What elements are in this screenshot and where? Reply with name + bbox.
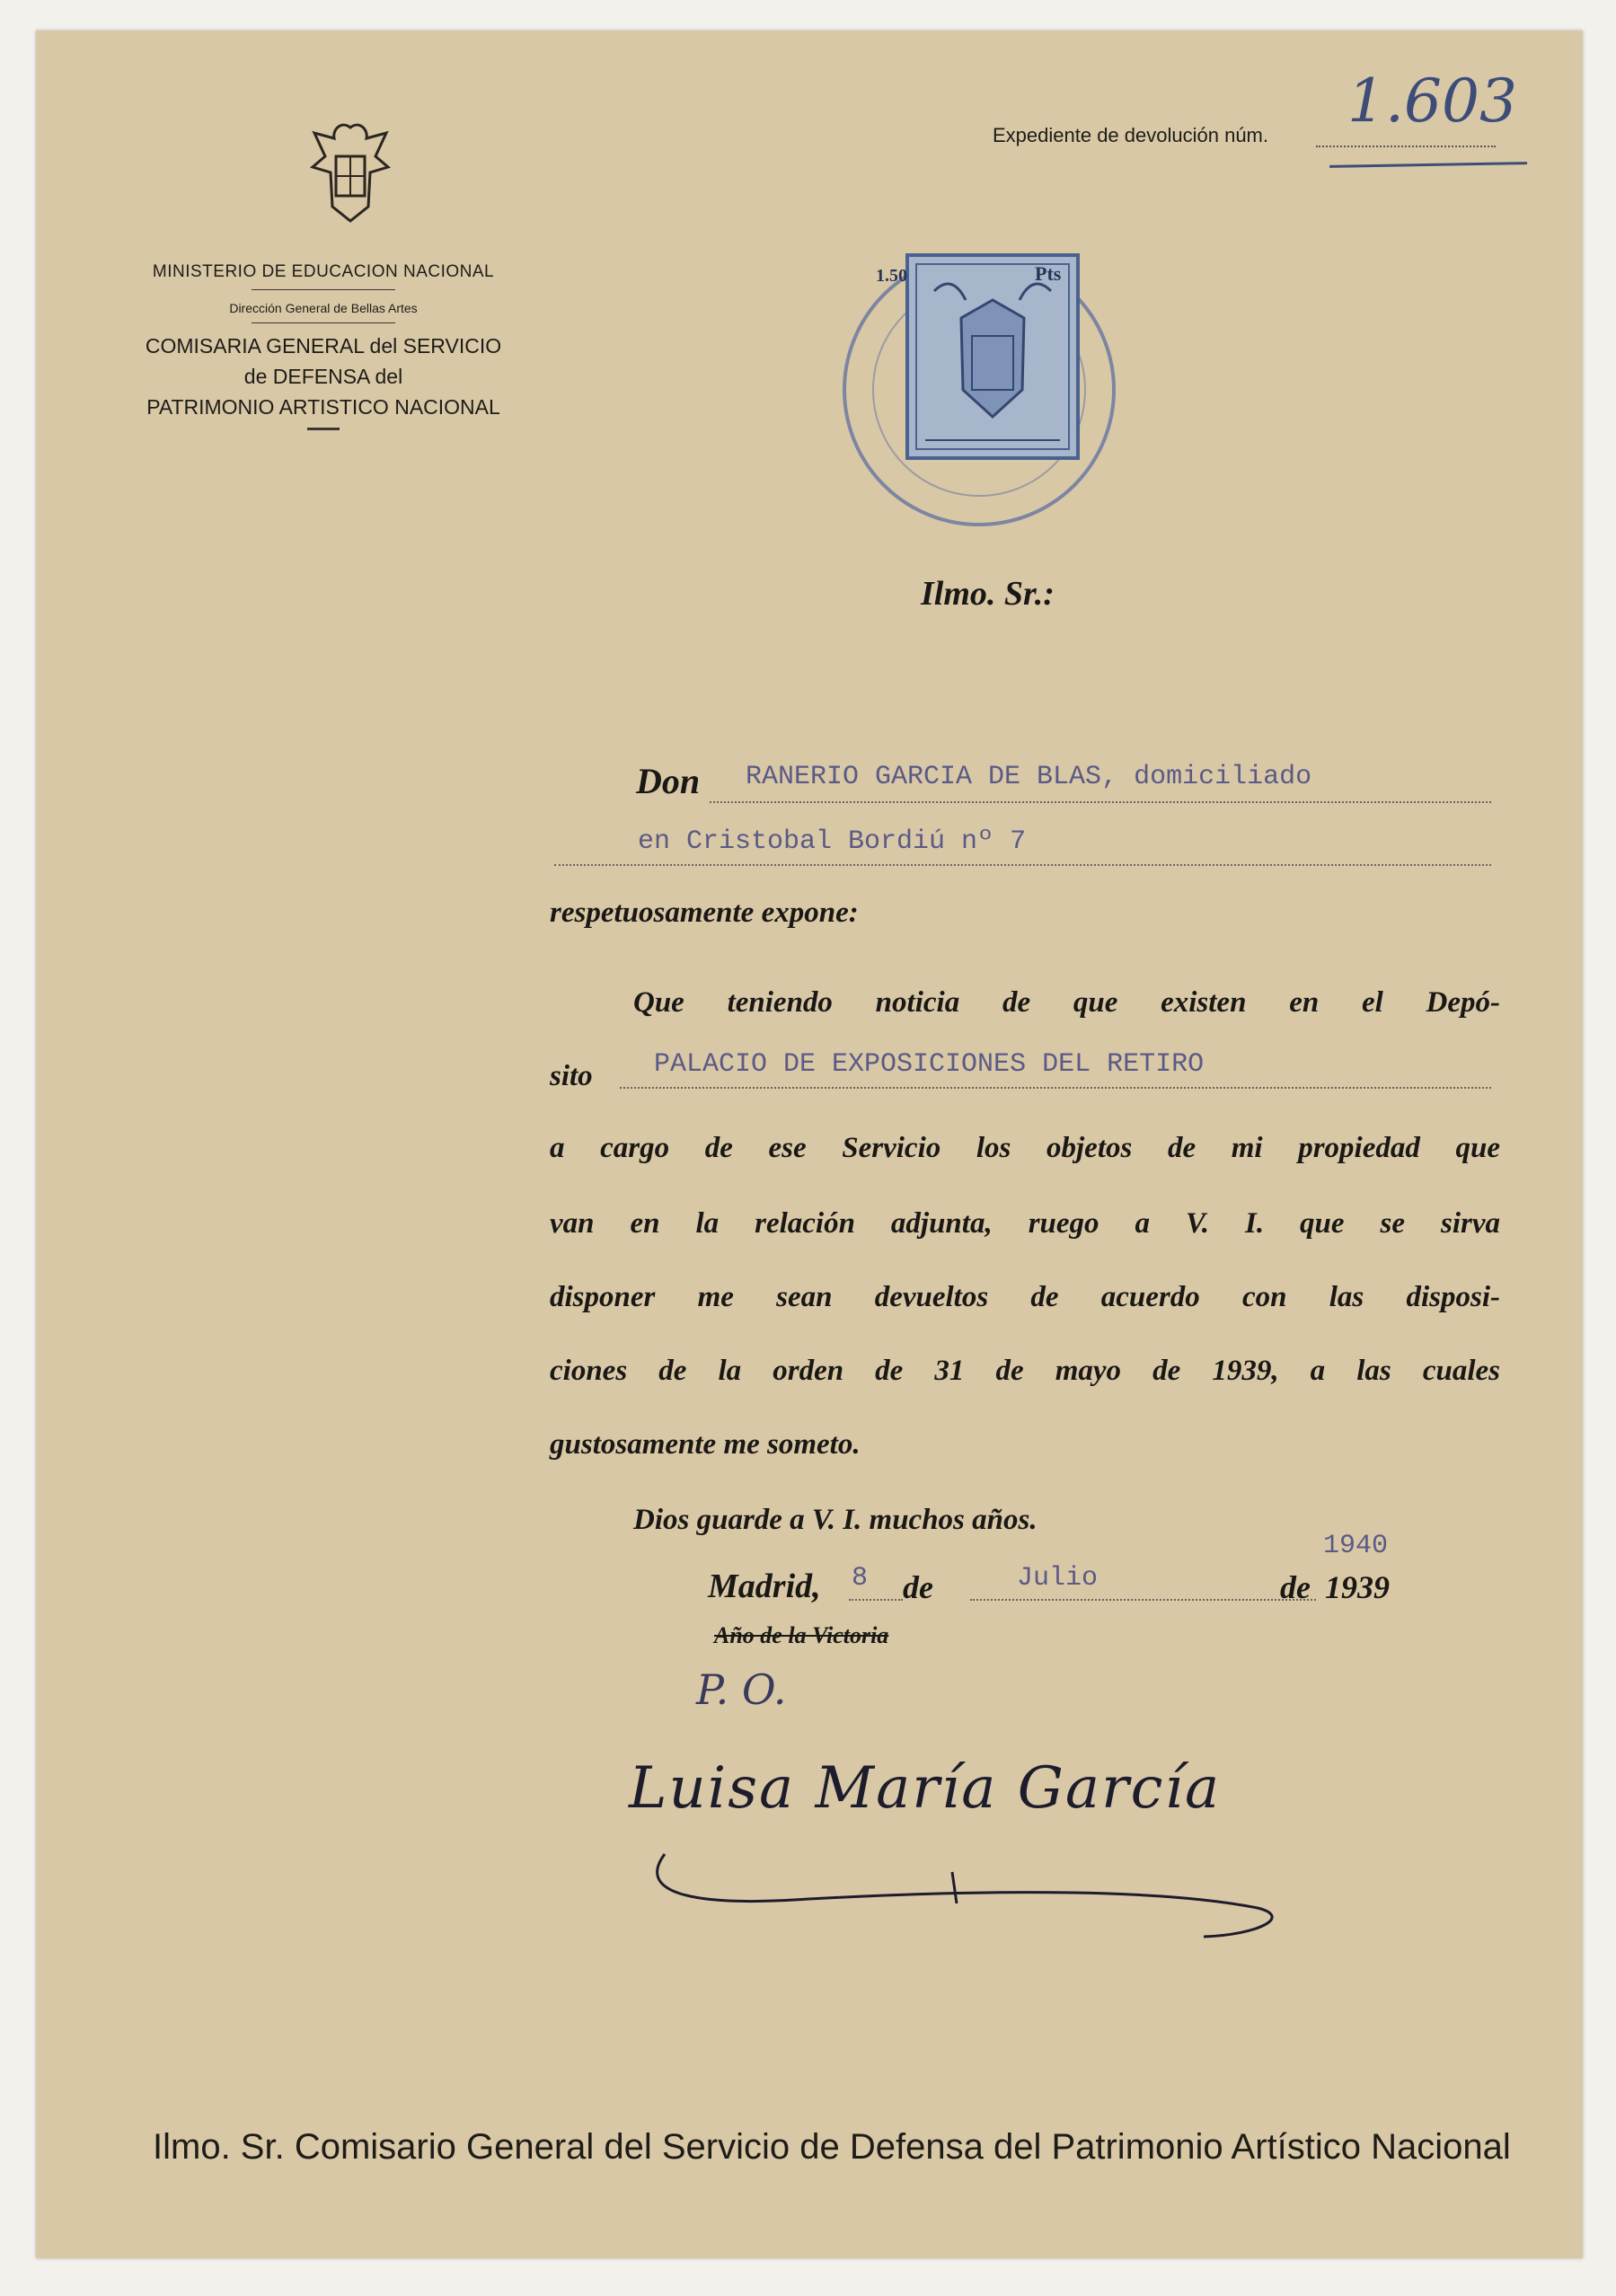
letterhead [135, 255, 512, 437]
salutation: Ilmo. Sr.: [921, 575, 1055, 613]
date-city: Madrid, [708, 1567, 821, 1605]
comisaria-line-3: PATRIMONIO ARTISTICO NACIONAL [146, 395, 500, 419]
expone-text: respetuosamente expone: [550, 896, 859, 929]
sito-prefix: sito [550, 1060, 593, 1092]
ministry-name: MINISTERIO DE EDUCACION NACIONAL [152, 262, 495, 281]
body-line-7: gustosamente me someto. [550, 1428, 861, 1461]
stamp-unit: Pts [1035, 262, 1062, 285]
stamp-value: 1.50 [876, 266, 907, 286]
petitioner-name: RANERIO GARCIA DE BLAS, domiciliado [746, 762, 1312, 792]
body-line-5: disponer me sean devueltos de acuerdo con las disposi- [550, 1281, 1500, 1313]
expediente-dotline [1316, 146, 1496, 147]
comisaria-line-1: COMISARIA GENERAL del SERVICIO [145, 334, 502, 358]
coat-of-arms-icon [305, 120, 395, 228]
document-page [36, 31, 1583, 2258]
direccion-general: Dirección General de Bellas Artes [229, 301, 418, 315]
petitioner-address: en Cristobal Bordiú nº 7 [638, 826, 1027, 857]
year-typed: 1940 [1323, 1531, 1389, 1561]
expediente-label: Expediente de devolución núm. [993, 124, 1268, 146]
footer-addressee: Ilmo. Sr. Comisario General del Servicio de Defensa del Patrimonio Artístico Nacional [153, 2127, 1511, 2167]
body-line-1: Que teniendo noticia de que existen en el Depó- [633, 986, 1500, 1019]
body-line-4: van en la relación adjunta, ruego a V. I. que se sirva [550, 1207, 1500, 1240]
signature-pv: P. O. [696, 1665, 787, 1714]
body-line-6: ciones de la orden de 31 de mayo de 1939, a las cuales [550, 1355, 1500, 1387]
closing-formula: Dios guarde a V. I. muchos años. [633, 1504, 1038, 1536]
revenue-stamp-icon [808, 237, 1150, 543]
body-line-3: a cargo de ese Servicio los objetos de mi propiedad que [550, 1132, 1500, 1164]
date-month: Julio [1017, 1563, 1099, 1594]
signature-name: Luisa María García [629, 1755, 1222, 1822]
date-de-1: de [903, 1569, 933, 1605]
date-de-2: de [1280, 1569, 1311, 1605]
expediente-number: 1.603 [1347, 66, 1517, 136]
comisaria-line-2: de DEFENSA del [243, 365, 403, 388]
expediente-underline [1329, 162, 1527, 168]
deposito-name: PALACIO DE EXPOSICIONES DEL RETIRO [654, 1049, 1205, 1080]
don-prefix: Don [636, 761, 701, 801]
anio-victoria: Año de la Victoria [714, 1622, 889, 1648]
year-printed: 1939 [1325, 1569, 1390, 1605]
date-day: 8 [852, 1563, 869, 1594]
signature-flourish-icon [629, 1836, 1311, 1944]
